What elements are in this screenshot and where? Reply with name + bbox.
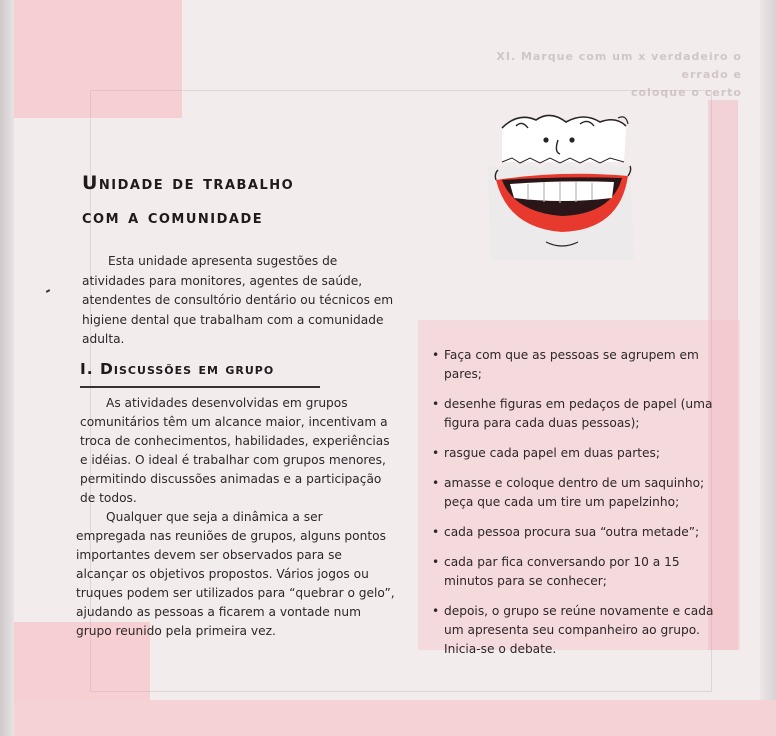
- page-binding-shadow: [0, 0, 14, 736]
- torn-paper-bottom-half: [488, 164, 634, 260]
- page-title-line2: com a comunidade: [82, 206, 264, 228]
- section-title: [80, 360, 274, 378]
- bullet-icon: •: [432, 348, 440, 362]
- decorative-pink-band-bottom: [14, 700, 776, 736]
- activity-steps-list: [432, 346, 732, 670]
- list-item-text: rasgue cada papel em duas partes;: [444, 446, 660, 460]
- list-item: [432, 395, 732, 433]
- show-through-header-line2: coloque o certo: [630, 86, 742, 99]
- bullet-icon: •: [432, 604, 440, 618]
- torn-paper-top-half: [502, 115, 628, 163]
- bullet-icon: •: [432, 525, 440, 539]
- stray-ink-mark: [46, 289, 50, 293]
- list-item-text: desenhe figuras em pedaços de papel (uma figura para cada duas pessoas);: [444, 397, 713, 430]
- list-item: [432, 553, 732, 591]
- bullet-icon: •: [432, 476, 440, 490]
- section-paragraph-2: Qualquer que seja a dinâmica a ser empregada nas reuniões de grupos, alguns pontos importantes devem ser observados para se alcançar os objetivos propostos. Vários jogos ou truques podem ser utilizados para “quebrar o gelo”, ajudando as pessoas a ficarem a vontade num grupo reunido pela primeira vez.: [76, 510, 395, 638]
- show-through-header-line1: XI. Marque com um x verdadeiro o errado e: [496, 50, 742, 81]
- page-edge-shadow: [760, 0, 776, 736]
- list-item-text: amasse e coloque dentro de um saquinho; peça que cada um tire um papelzinho;: [444, 476, 705, 509]
- torn-paper-smiling-face-icon: [488, 110, 638, 262]
- intro-paragraph: Esta unidade apresenta sugestões de atividades para monitores, agentes de saúde, atendentes de consultório dentário ou técnicos em higiene dental que trabalham com a comunidade adulta.: [82, 254, 394, 346]
- list-item: [432, 602, 732, 659]
- show-through-header: [452, 48, 742, 102]
- page-title-line1: Unidade de trabalho: [82, 172, 295, 194]
- section-paragraph-1: As atividades desenvolvidas em grupos comunitários têm um alcance maior, incentivam a troca de conhecimentos, habilidades, experiências e idéias. O ideal é trabalhar com grupos menores, permitindo discussões animadas e a participação de todos.: [80, 396, 390, 505]
- bullet-icon: •: [432, 555, 440, 569]
- list-item: [432, 474, 732, 512]
- list-item-text: depois, o grupo se reúne novamente e cada um apresenta seu companheiro ao grupo. Inicia-se o debate.: [444, 604, 714, 656]
- bullet-icon: •: [432, 446, 440, 460]
- list-item: [432, 346, 732, 384]
- list-item-text: Faça com que as pessoas se agrupem em pares;: [444, 348, 699, 381]
- list-item: [432, 523, 732, 542]
- section-title-underline: [80, 386, 320, 388]
- list-item: [432, 444, 732, 463]
- list-item-text: cada par fica conversando por 10 a 15 minutos para se conhecer;: [444, 555, 680, 588]
- bullet-icon: •: [432, 397, 440, 411]
- section-title-text: I. Discussões em grupo: [80, 360, 275, 378]
- list-item-text: cada pessoa procura sua “outra metade”;: [444, 525, 700, 539]
- page-title: [82, 166, 294, 234]
